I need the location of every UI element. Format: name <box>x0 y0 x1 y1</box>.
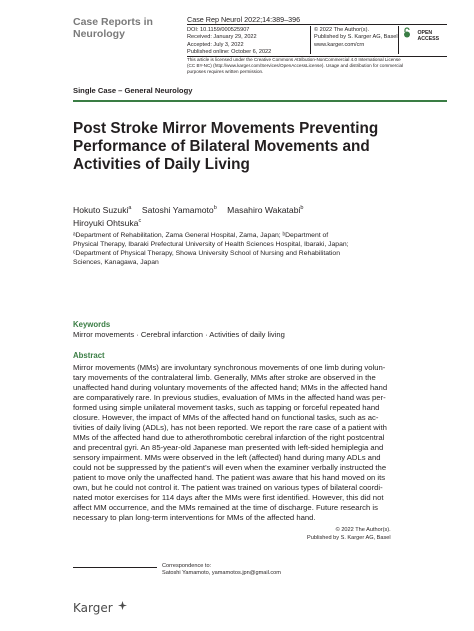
open-access-line2: ACCESS <box>417 36 440 42</box>
affiliation-line: ᵃDepartment of Rehabilitation, Zama General Hospital, Zama, Japan; ᵇDepartment of <box>73 232 329 239</box>
abstract-line: affect MM occurrence, and the MMs remained at the time of discharge. Future research is <box>73 503 378 512</box>
author-3: Masahiro Wakatabi$^b$ <box>227 204 304 215</box>
abstract-line: closure. However, the impact of MMs of the affected hand on functional tasks, such as ac- <box>73 413 379 422</box>
affiliation-line: ᶜDepartment of Physical Therapy, Showa University School of Nursing and Rehabilitation <box>73 249 340 257</box>
journal-name-line1: Case Reports in <box>73 16 153 28</box>
doi[interactable]: DOI: 10.1159/000525907 <box>187 27 250 33</box>
published-date: Published online: October 6, 2022 <box>187 49 272 56</box>
correspondence-rule <box>73 567 157 568</box>
abstract-line: could not be suppressed by the patient’s will even when the examiner verbally instructed the <box>73 463 387 472</box>
author-1: Hokuto Suzuki$^a$ <box>73 204 132 215</box>
open-access-line1: OPEN <box>417 30 433 36</box>
keywords-heading: Keywords <box>73 320 111 329</box>
copyright-text: © 2022 The Author(s). <box>314 27 370 33</box>
abstract-line: sensory impairment. MMs were observed in the left (affected) hand during many ADLs and <box>73 453 381 462</box>
abstract-line: own, but he could not control it. The patient was trained on various types of bilateral coordi- <box>73 483 383 492</box>
publisher-logo-mark-icon <box>118 601 127 612</box>
keywords-text: Mirror movements · Cerebral infarction · Activities of daily living <box>73 330 285 339</box>
abstract-line: unaffected hand during voluntary movements of the affected hand; MMs in the affected hand <box>73 383 388 392</box>
publisher-text: Published by S. Karger AG, Basel <box>314 34 398 41</box>
correspondence-contact[interactable]: Satoshi Yamamoto, yamamotos.jpn@gmail.com <box>162 570 281 577</box>
abstract-line: Mirror movements (MMs) are involuntary synchronous movements of one limb during volun- <box>73 363 386 372</box>
header-divider <box>310 26 311 54</box>
citation-text: Case Rep Neurol 2022;14:389–396 <box>187 15 301 24</box>
section-rule <box>73 100 447 102</box>
author-4: Hiroyuki Ohtsuka$^c$ <box>73 218 142 229</box>
abstract-line: MMs of the affected hand due to atherothrombotic cerebral infarction of the right postcentral <box>73 433 385 442</box>
author-2: Satoshi Yamamoto$^b$ <box>141 204 217 215</box>
abstract-line: formed using simple unilateral movement tasks, such as tapping or forceful repeated hand <box>73 403 380 412</box>
section-type: Single Case – General Neurology <box>73 86 193 95</box>
publisher-logo <box>73 601 127 615</box>
license-text <box>187 57 447 75</box>
abstract-line: and precentral gyri. An 85-year-old Japanese man presented with left-sided hemiplegia and <box>73 443 384 452</box>
journal-name-line2: Neurology <box>73 28 125 40</box>
author-list <box>73 203 413 230</box>
publisher-logo-text: Karger <box>73 601 113 615</box>
correspondence-label: Correspondence to: <box>162 563 212 569</box>
abstract-heading: Abstract <box>73 351 105 360</box>
header-divider-2 <box>398 26 399 54</box>
abstract-line: are comparatively rare. In previous studies, evaluation of MMs in the affected hand was per- <box>73 393 386 402</box>
journal-name <box>73 16 183 40</box>
accepted-date: Accepted: July 3, 2022 <box>187 41 244 48</box>
license-line2: (CC BY-NC) (http://www.karger.com/Services/OpenAccessLicense). Usage and distribution for commercial <box>187 63 404 68</box>
license-line1: This article is licensed under the Creative Commons Attribution-NonCommercial 4.0 International License <box>187 57 401 62</box>
open-lock-icon <box>403 27 411 38</box>
affiliation-line: Physical Therapy, Ibaraki Prefectural University of Health Sciences Hospital, Ibaraki, Japan; <box>73 240 349 248</box>
abstract-line: tary movements of the contralateral limb. Generally, MMs after stroke are observed in the <box>73 373 376 382</box>
abstract-line: patient to move only the unaffected hand. The patient was aware that his hand moved on its <box>73 473 386 482</box>
copyright-line2: Published by S. Karger AG, Basel <box>307 535 391 541</box>
abstract-line: tivities of daily living (ADLs), has not been reported. We report the rare case of a patient with <box>73 423 387 432</box>
open-access-badge <box>403 27 439 45</box>
article-title: Post Stroke Mirror Movements Preventing Performance of Bilateral Movements and Activities of Daily Living <box>73 120 379 173</box>
citation <box>187 15 300 25</box>
received-date: Received: January 29, 2022 <box>187 34 257 41</box>
copyright-block <box>307 526 391 542</box>
affiliation-line: Sciences, Kanagawa, Japan <box>73 258 159 266</box>
abstract-line: nated motor exercises for 114 days after the MMs were first identified. However, this did not <box>73 493 384 502</box>
abstract-body <box>73 363 447 523</box>
rights-block <box>314 27 398 49</box>
license-line3: purposes requires written permission. <box>187 69 264 74</box>
correspondence <box>162 563 281 578</box>
journal-url[interactable]: www.karger.com/crn <box>314 41 365 48</box>
abstract-line: necessary to plan long-term interventions for MMs of the affected hand. <box>73 513 316 522</box>
article-dates <box>187 27 271 57</box>
copyright-line1: © 2022 The Author(s). <box>335 527 391 533</box>
affiliations <box>73 232 383 268</box>
